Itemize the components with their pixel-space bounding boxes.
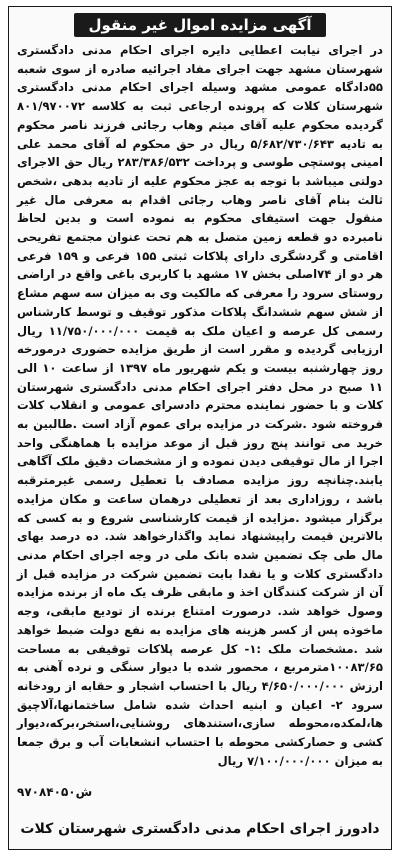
auction-notice [8, 6, 392, 850]
tracking-code: ش۹۷۰۸۴۰۵۰ [17, 785, 93, 799]
title-bar [9, 13, 391, 37]
notice-body: در اجرای نیابت اعطایی دایره اجرای احکام مدنی دادگستری شهرستان مشهد جهت اجرای مفاد اجرائیه صادره از سوی شعبه ۵۵دادگاه عمومی مشهد وسیله اجرای احکام مدنی دادگستری شهرستان کلات که پرونده ارجاعی ثبت به کلاسه ۸۰۱/۹۷۰۰۷۲ گردیده محکوم علیه آقای میثم وهاب رجائی فرزند ناصر محکوم به تادیه ۵/۶۸۲/۷۳۰/۶۴۳ ریال در حق محکوم له آقای محمد علی امینی پوستچی طوسی و پرداخت ۲۸۳/۳۸۶/۵۳۲ ریال حق الاجرای دولتی میباشد با توجه به عجز محکوم علیه از تادیه بدهی ،شخص ثالث بنام آقای ناصر وهاب رجائی اقدام به معرفی مال غیر منقول جهت استیفای محکوم به نموده است و بدین لحاظ نامبرده دو قطعه زمین متصل به هم تحت عنوان مجتمع تفریحی اقامتی و گردشگری دارای پلاکات ثبتی ۱۵۵ فرعی و ۱۵۹ فرعی هر دو از ۷۴اصلی بخش ۱۷ مشهد با کاربری باغی واقع در اراضی روستای سرود را معرفی که مالکیت وی به میزان سه سهم مشاع از شش سهم ششدانگ پلاکات مذکور توقیف و توسط کارشناس رسمی کل عرصه و اعیان ملک به قیمت ۱۱/۷۵۰/۰۰۰/۰۰۰ ریال ارزیابی گردیده و مقرر است از طریق مزایده حضوری درمورخه روز چهارشنبه بیست و یکم شهریور ماه ۱۳۹۷ از ساعت ۱۰ الی ۱۱ صبح در محل دفتر اجرای احکام مدنی دادگستری شهرستان کلات و با حضور نماینده محترم دادسرای عمومی و انقلاب کلات فروخته شود .شرکت در مزایده برای عموم آزاد است .طالبین به خرید می توانند پنج روز قبل از موعد مزایده با هماهنگی واحد اجرا از مال توقیفی دیدن نموده و از مشخصات دقیق ملک آگاهی یابند.چنانچه روز مزایده مصادف با تعطیل رسمی غیرمترقبه باشد ، روزاداری بعد از تعطیلی درهمان ساعت و مکان مزایده برگزار میشود .مزایده از قیمت کارشناسی شروع و به کسی که بالاترین قیمت راپیشنهاد نماید واگذارخواهد شد. ده درصد بهای مال طی چک تضمین شده بانک ملی در وجه اجرای احکام مدنی دادگستری کلات و یا نقدا بابت تضمین شرکت در مزایده قبل از آن از شرکت کنندگان اخذ و مابقی ظرف یک ماه از برنده مزایده وصول خواهد شد. درصورت امتناع برنده از تودیع مابقی، وجه ماخوذه پس از کسر هزینه های مزایده به نفع دولت ضبط خواهد شد .مشخصات ملک :۱- کل عرصه پلاکات توقیفی به مساحت ۱۰۰۸۳/۶۵مترمربع ، محصور شده با دیوار سنگی و نرده آهنی به ارزش ۴/۶۵۰/۰۰۰/۰۰۰ ریال با احتساب اشجار و حقابه از رودخانه سرود ۲- اعیان و ابنیه احداث شده شامل ساختمانها،آلاچیق ها،لمکده،محوطه سازی،استندهای روشنایی،استخر،برکه،دیوار کشی و حصارکشی محوطه با احتساب انشعابات آب و برق جمعا به میزان ۷/۱۰۰/۰۰۰/۰۰۰ ریال [17, 43, 384, 768]
notice-footer [9, 779, 391, 849]
notice-title: آگهی مزایده اموال غیر منقول [74, 13, 325, 37]
signature: دادورز اجرای احکام مدنی دادگستری شهرستان کلات [20, 821, 380, 837]
